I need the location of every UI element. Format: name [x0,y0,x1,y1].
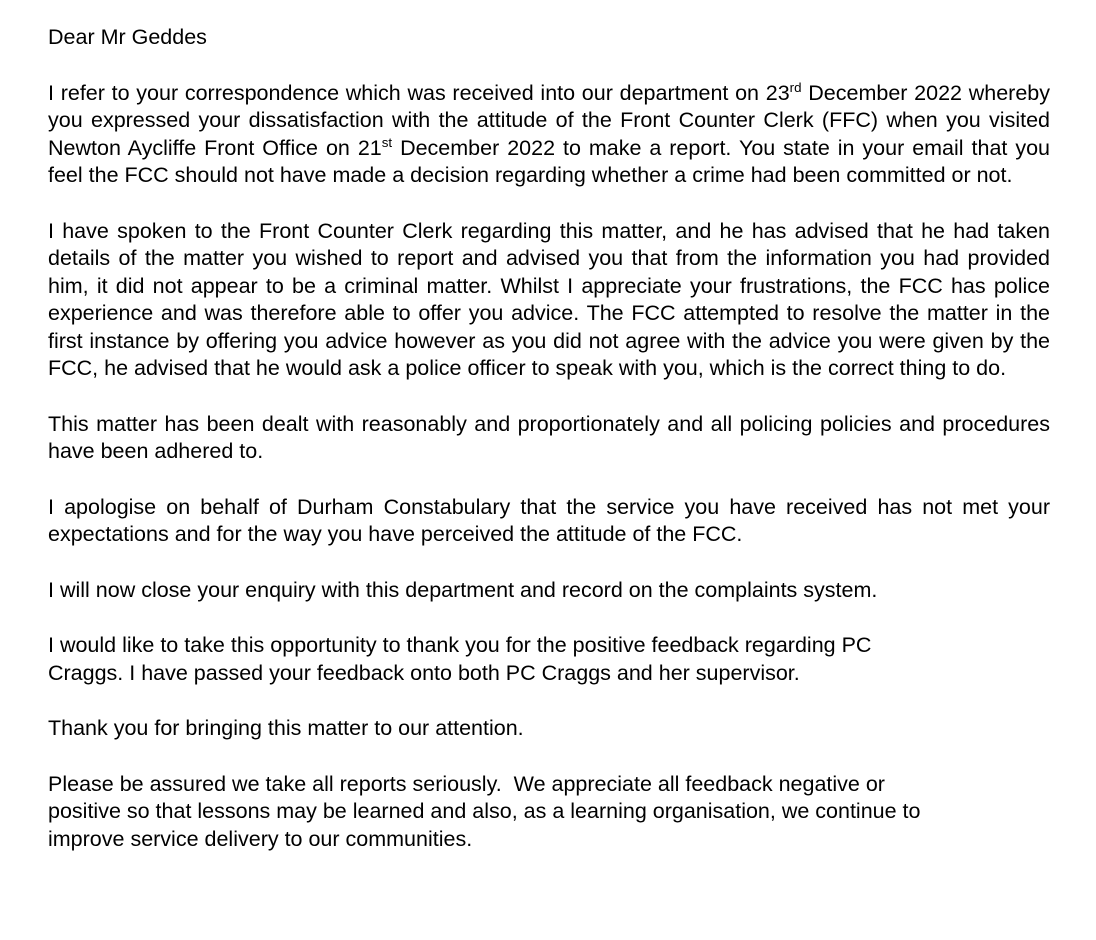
paragraph-thanks-feedback-line-1: I would like to take this opportunity to thank you for the positive feedback regarding PC [48,633,872,657]
paragraph-correspondence-text-c: December 2022 to make a report. You state in your email that you feel the FCC should not have made a decision regarding whether a crime had been committed or not. [48,135,1050,187]
paragraph-findings: I have spoken to the Front Counter Clerk regarding this matter, and he has advised that he had taken details of the matter you wished to report and advised you that from the information you had provided him, it did not appear to be a criminal matter. Whilst I appreciate your frustrations, the FCC has police experience and was therefore able to offer you advice. The FCC attempted to resolve the matter in the first instance by offering you advice however as you did not agree with the advice you were given by the FCC, he advised that he would ask a police officer to speak with you, which is the correct thing to do. [48,218,1050,380]
ordinal-suffix-rd: rd [789,79,802,95]
paragraph-thanks-feedback [48,632,1050,687]
paragraph-assurance-line-1: Please be assured we take all reports seriously. We appreciate all feedback negative or [48,771,885,796]
paragraph-closure: I will now close your enquiry with this department and record on the complaints system. [48,577,878,602]
letter-body [48,24,1050,881]
ordinal-suffix-st: st [381,134,393,150]
paragraph-correspondence-text-a: I refer to your correspondence which was received into our department on 23 [48,80,790,105]
paragraph-correspondence-text-b: December 2022 whereby you expressed your dissatisfaction with the attitude of the Front Counter Clerk (FFC) when you visited Newton Aycliffe Front Office on 21 [48,80,1050,160]
paragraph-conclusion: This matter has been dealt with reasonably and proportionately and all policing policies and procedures have been adhered to. [48,411,1050,463]
paragraph-assurance [48,771,1050,854]
paragraph-thanks-feedback-line-2: Craggs. I have passed your feedback onto both PC Craggs and her supervisor. [48,660,800,685]
paragraph-correspondence [48,80,1050,190]
paragraph-apology: I apologise on behalf of Durham Constabulary that the service you have received has not met your expectations and for the way you have perceived the attitude of the FCC. [48,494,1050,546]
paragraph-assurance-line-3: improve service delivery to our communities. [48,826,473,851]
salutation: Dear Mr Geddes [48,25,207,49]
paragraph-thanks-attention: Thank you for bringing this matter to our attention. [48,716,524,740]
paragraph-assurance-line-2: positive so that lessons may be learned and also, as a learning organisation, we continue to [48,799,921,823]
